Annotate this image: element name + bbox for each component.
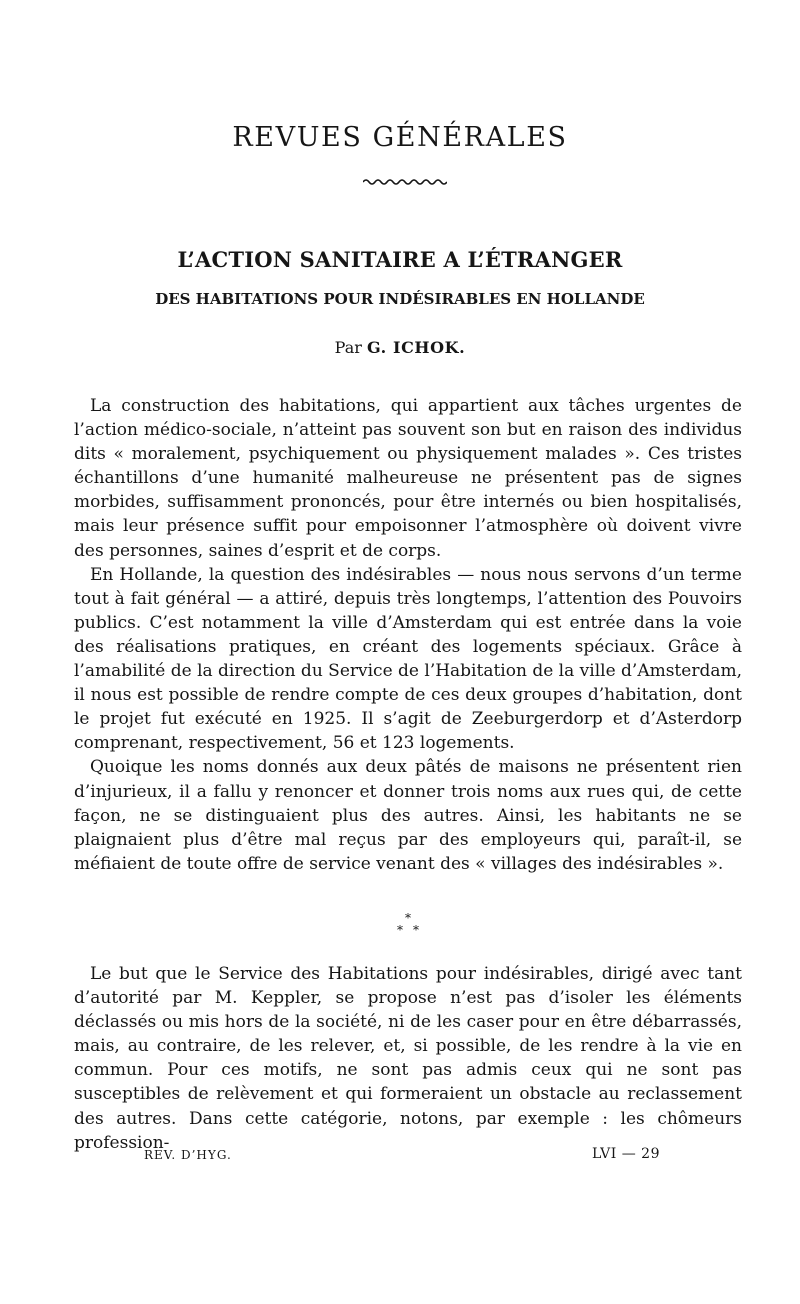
section-title: REVUES GÉNÉRALES bbox=[232, 122, 568, 153]
byline-prefix: Par bbox=[334, 338, 362, 357]
byline bbox=[0, 338, 800, 357]
body-text-first-section bbox=[74, 394, 742, 876]
paragraph: La construction des habitations, qui appartient aux tâches urgentes de l’action médico-sociale, n’atteint pas souvent son but en raison des individus dits « moralement, psychiquement ou physiquement malades ». Ces tristes échantillons d’une humanité malheureuse ne présentent pas de signes morbides, suffisamment prononcés, pour être internés ou bien hospitalisés, mais leur présence suffit pour empoisonner l’atmosphère où doivent vivre des personnes, saines d’esprit et de corps. bbox=[74, 396, 742, 561]
svg-text:*: * bbox=[405, 911, 411, 925]
paragraph: En Hollande, la question des indésirables — nous nous servons d’un terme tout à fait général — a attiré, depuis très longtemps, l’attention des Pouvoirs publics. C’est notamment la ville d’Amsterdam qui est entrée dans la voie des réalisations pratiques, en créant des logements spéciaux. Grâce à l’amabilité de la direction du Service de l’Habitation de la ville d’Amsterdam, il nous est possible de rendre compte de ces deux groupes d’habitation, dont le projet fut exécuté en 1925. Il s’agit de Zeeburgerdorp et d’Asterdorp comprenant, respectivement, 56 et 123 logements. bbox=[74, 564, 742, 754]
article-title: L’ACTION SANITAIRE A L’ÉTRANGER bbox=[177, 247, 623, 272]
paragraph: Le but que le Service des Habitations pour indésirables, dirigé avec tant d’autorité par M. Keppler, se propose n’est pas d’isoler les éléments déclassés ou mis hors de la société, ni de les caser pour en être débarrassés, mais, au contraire, de les relever, et, si possible, de les rendre à la vie en commun. Pour ces motifs, ne sont pas admis ceux qui ne sont pas susceptibles de relèvement et qui formeraient un obstacle au reclassement des autres. Dans cette catégorie, notons, par exemple : les chômeurs profession- bbox=[74, 964, 742, 1153]
wavy-rule-ornament bbox=[363, 178, 447, 186]
author-name: G. ICHOK. bbox=[366, 338, 466, 357]
svg-text:*: * bbox=[397, 923, 403, 937]
svg-text:*: * bbox=[413, 923, 419, 937]
paragraph: Quoique les noms donnés aux deux pâtés de maisons ne présentent rien d’injurieux, il a fallu y renoncer et donner trois noms aux rues qui, de cette façon, ne se distinguaient plus des autres. Ainsi, les habitants ne se plaignaient plus d’être mal reçus par des employeurs qui, paraît-il, se méfiaient de toute offre de service venant des « villages des indésirables ». bbox=[74, 757, 742, 874]
body-text-second-section bbox=[74, 962, 742, 1155]
footer-journal-abbrev: REV. D’HYG. bbox=[144, 1148, 232, 1162]
article-subtitle: DES HABITATIONS POUR INDÉSIRABLES EN HOLLANDE bbox=[155, 290, 645, 308]
footer-volume-page: LVI — 29 bbox=[592, 1146, 660, 1162]
asterism-section-break bbox=[388, 910, 428, 940]
